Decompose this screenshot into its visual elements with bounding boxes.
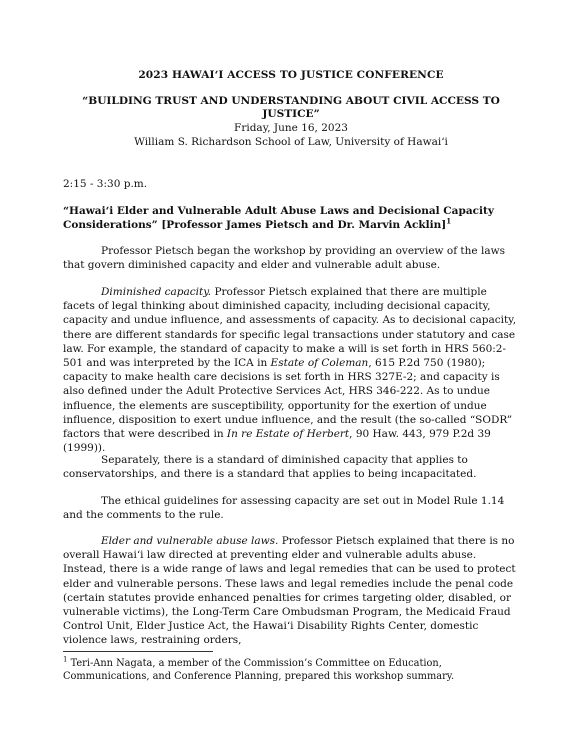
paragraph-intro: Professor Pietsch began the workshop by providing an overview of the laws that govern diminished capacity and elder and vulnerable adult abuse. [63, 245, 505, 272]
paragraph-diminished-capacity [63, 285, 519, 455]
footnote-ref: 1 [446, 216, 452, 226]
footnote [63, 657, 519, 683]
session-title [63, 204, 519, 232]
conference-title: 2023 HAWAIʻI ACCESS TO JUSTICE CONFERENCE [138, 69, 444, 81]
elder-abuse-heading: Elder and vulnerable abuse laws. [101, 535, 279, 547]
conference-venue: William S. Richardson School of Law, University of Hawaiʻi [134, 136, 448, 148]
case-estate-of-herbert: In re Estate of Herbert [226, 428, 350, 441]
diminished-capacity-heading: Diminished capacity. [101, 286, 212, 298]
conference-theme: “BUILDING TRUST AND UNDERSTANDING ABOUT CIVIL ACCESS TO JUSTICE” [82, 95, 500, 120]
session-time: 2:15 - 3:30 p.m. [63, 178, 148, 190]
footnote-marker: 1 [63, 655, 68, 664]
diminished-capacity-text-a: Professor Pietsch explained that there are multiple facets of legal thinking about diminished capacity, including decisional capacity, capacity and undue influence, and assessments of capacity. As to decisional capacity, there are different standards for specific legal transactions under statutory and case law. For example, the standard of capacity to make a will is set forth in HRS 560:2-501 and was interpreted by the ICA in [63, 286, 517, 370]
paragraph-ethical-guidelines: The ethical guidelines for assessing capacity are set out in Model Rule 1.14 and the comments to the rule. [63, 495, 505, 522]
diminished-capacity-text-c: , 90 Haw. 443, 979 P.2d 39 (1999)). [63, 428, 491, 455]
paragraph-conservatorships: Separately, there is a standard of diminished capacity that applies to conservatorships, and there is a standard that applies to being incapacitated. [63, 454, 477, 481]
elder-abuse-text: Professor Pietsch explained that there is no overall Hawaiʻi law directed at preventing elder and vulnerable adults abuse. Instead, there is a wide range of laws and legal remedies that can be used to protect elder and vulnerable persons. These laws and legal remedies include the penal code (certain statutes provide enhanced penalties for crimes targeting older, disabled, or vulnerable victims), the Long-Term Care Ombudsman Program, the Medicaid Fraud Control Unit, Elder Justice Act, the Hawaiʻi Disability Rights Center, domestic violence laws, restraining orders, [63, 535, 516, 647]
diminished-capacity-text-b: , 615 P.2d 750 (1980); capacity to make health care decisions is set forth in HRS 327E-2; and capacity is also defined under the Adult Protective Services Act, HRS 346-222. As to undue influence, the elements are susceptibility, opportunity for the exertion of undue influence, disposition to exert undue influence, and the result (the so-called “SODR” factors that were described in [63, 357, 513, 441]
footnote-text: Teri-Ann Nagata, a member of the Commission’s Committee on Education, Communications, and Conference Planning, prepared this workshop summary. [63, 658, 455, 682]
paragraph-elder-abuse-laws [63, 534, 519, 648]
case-estate-of-coleman: Estate of Coleman [270, 357, 369, 370]
footnote-divider [63, 651, 213, 652]
session-title-text: “Hawaiʻi Elder and Vulnerable Adult Abuse Laws and Decisional Capacity Considerations” [Professor James Pietsch and Dr. Marvin Acklin] [63, 205, 494, 231]
conference-date: Friday, June 16, 2023 [234, 122, 348, 134]
